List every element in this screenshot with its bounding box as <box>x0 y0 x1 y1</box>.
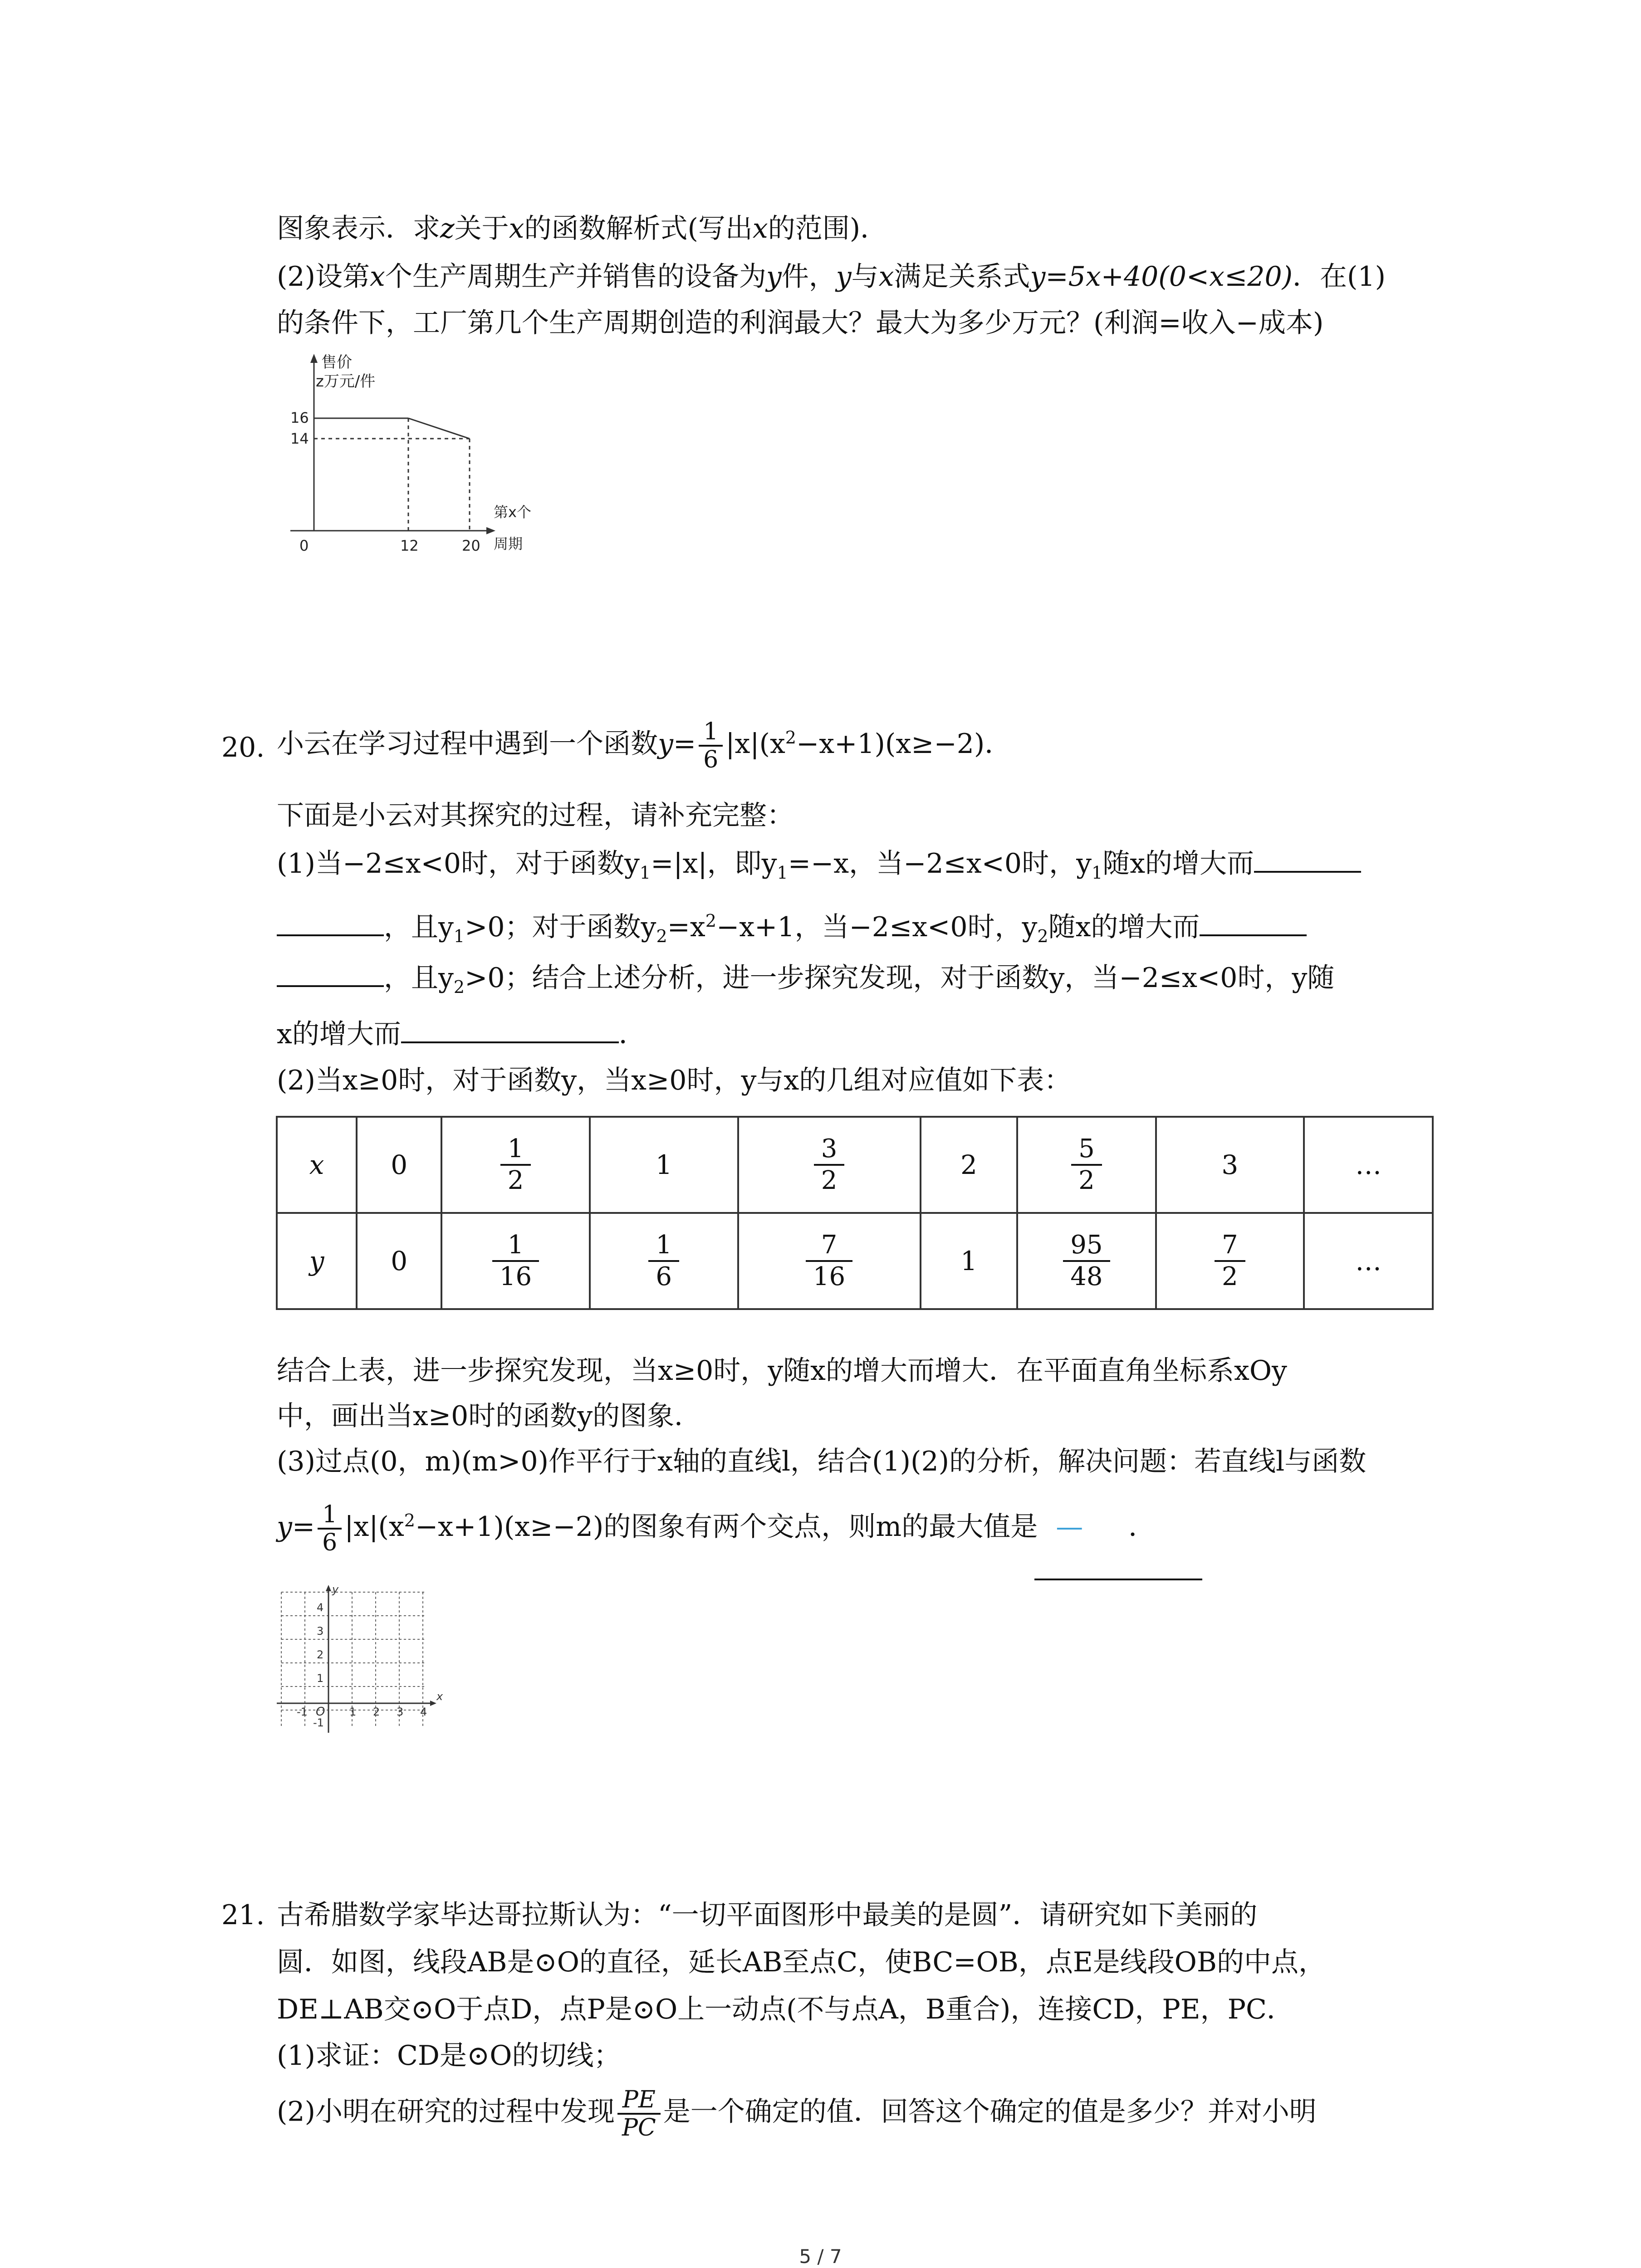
numerator: 95 <box>1063 1230 1110 1262</box>
coordinate-grid-figure <box>272 1583 454 1737</box>
q21-line-3: DE⊥AB交⊙O于点D，点P是⊙O上一动点(不与点A，B重合)，连接CD，PE，PC． <box>277 1994 1294 2025</box>
table-row-y <box>277 1213 1433 1309</box>
subscript: 2 <box>453 977 465 997</box>
superscript: 2 <box>785 728 796 748</box>
numerator: 7 <box>806 1230 852 1262</box>
text: −x+1)(x≥−2)． <box>796 728 1012 760</box>
denominator: 16 <box>813 1262 846 1291</box>
table-cell <box>738 1117 921 1213</box>
x-tick-0: 0 <box>299 537 309 554</box>
table-cell: 0 <box>357 1117 441 1213</box>
text: =−x，当−2≤x<0时，y <box>788 848 1092 880</box>
x-tick-3: 3 <box>397 1706 404 1718</box>
superscript: 2 <box>705 911 716 931</box>
q20-line-4 <box>277 902 1307 955</box>
denominator: 2 <box>1078 1166 1095 1195</box>
fraction-one-sixth <box>318 1501 342 1556</box>
var-z: z <box>440 213 455 244</box>
price-segment-decline <box>408 418 470 439</box>
denominator: 2 <box>821 1166 838 1195</box>
fraction <box>492 1230 539 1292</box>
question-number-20: 20. <box>221 732 265 763</box>
text: −x+1)(x≥−2)的图象有两个交点，则m的最大值是 <box>415 1511 1038 1543</box>
x-tick-4: 4 <box>420 1706 427 1718</box>
text: 个生产周期生产并销售的设备为 <box>385 261 766 293</box>
fraction <box>648 1230 679 1292</box>
superscript: 2 <box>404 1510 415 1530</box>
x-tick-minus-1: -1 <box>297 1706 308 1718</box>
y-tick-2: 2 <box>317 1648 324 1661</box>
subscript: 1 <box>1092 863 1103 883</box>
y-tick-minus-1: -1 <box>313 1716 324 1729</box>
table-cell: 0 <box>357 1213 441 1309</box>
text: ．在(1) <box>1293 261 1386 293</box>
row-label <box>277 1213 357 1309</box>
x-tick-1: 1 <box>349 1706 357 1718</box>
q20-line-1 <box>277 719 1012 773</box>
x-tick-20: 20 <box>462 537 480 554</box>
table-row-x <box>277 1117 1433 1213</box>
subscript: 2 <box>656 926 667 946</box>
text: 随x的增大而 <box>1102 848 1254 880</box>
y-axis-arrow-icon <box>326 1585 331 1591</box>
denominator: 6 <box>322 1529 338 1557</box>
numerator: 5 <box>1071 1134 1102 1166</box>
formula: y= <box>277 1511 315 1543</box>
text: ，且y <box>384 962 454 994</box>
table-cell <box>441 1213 590 1309</box>
answer-blank-2b[interactable] <box>277 962 384 987</box>
text: x的增大而 <box>277 1018 401 1050</box>
x-axis-label: x <box>436 1690 443 1703</box>
denominator: 6 <box>703 746 719 774</box>
q20-line-3 <box>277 845 1361 892</box>
text: 满足关系式 <box>894 261 1030 293</box>
table-cell: … <box>1304 1117 1433 1213</box>
fraction-pe-pc <box>617 2087 661 2141</box>
text: ． <box>1128 1511 1156 1543</box>
x-axis-arrow-icon <box>430 1701 436 1706</box>
var-y: y <box>836 261 852 293</box>
y-tick-3: 3 <box>317 1625 324 1637</box>
denominator: 16 <box>499 1262 532 1291</box>
x-tick-2: 2 <box>373 1706 380 1718</box>
var-y: y <box>766 261 782 293</box>
q21-line-4: (1)求证：CD是⊙O的切线； <box>277 2040 621 2072</box>
y-axis-label-2: z万元/件 <box>316 372 376 391</box>
q19-line-1 <box>277 210 887 248</box>
text: (2)小明在研究的过程中发现 <box>277 2096 615 2128</box>
answer-blank-1a[interactable] <box>1254 847 1361 873</box>
text: 件， <box>781 261 836 293</box>
q19-line-3: 的条件下，工厂第几个生产周期创造的利润最大？最大为多少万元？(利润=收入−成本) <box>277 307 1324 339</box>
q20-line-8: 结合上表，进一步探究发现，当x≥0时，y随x的增大而增大．在平面直角坐标系xOy <box>277 1355 1287 1387</box>
q21-line-5 <box>277 2087 1317 2141</box>
text: >0；对于函数y <box>465 911 656 943</box>
fraction-one-sixth <box>699 719 723 773</box>
fraction <box>1215 1230 1245 1292</box>
fraction <box>1071 1134 1102 1196</box>
numerator: 1 <box>648 1230 679 1262</box>
formula: y= <box>658 728 696 760</box>
q20-line-10: (3)过点(0，m)(m>0)作平行于x轴的直线l，结合(1)(2)的分析，解决问题：若直线l与函数 <box>277 1446 1367 1477</box>
answer-blank-3[interactable] <box>401 1018 619 1043</box>
fraction <box>814 1134 845 1196</box>
price-chart-figure <box>272 349 590 567</box>
fraction <box>500 1134 531 1196</box>
text: ，且y <box>384 911 454 943</box>
y-tick-1: 1 <box>317 1672 324 1685</box>
text: 与 <box>851 261 879 293</box>
value-table <box>276 1116 1434 1310</box>
q20-line-5 <box>277 959 1334 1006</box>
var-x: x <box>878 261 894 293</box>
question-number-21: 21. <box>221 1899 265 1931</box>
x-tick-12: 12 <box>400 537 419 554</box>
x-axis-label-1: 第x个 <box>494 503 531 521</box>
table-cell <box>590 1213 738 1309</box>
var-x: x <box>370 261 385 293</box>
x-axis-arrow-icon <box>486 527 495 534</box>
denominator: 2 <box>507 1166 524 1195</box>
q20-line-2: 下面是小云对其探究的过程，请补充完整： <box>277 800 794 831</box>
row-label <box>277 1117 357 1213</box>
numerator: 1 <box>492 1230 539 1262</box>
denominator: 48 <box>1070 1262 1103 1291</box>
x-axis-label-2: 周期 <box>494 535 523 552</box>
table-cell <box>1017 1213 1156 1309</box>
text: |x|(x <box>725 728 785 760</box>
fraction <box>806 1230 852 1292</box>
page-number: 5 / 7 <box>799 2245 842 2268</box>
formula: y=5x+40(0<x≤20) <box>1030 261 1293 293</box>
text: (2)设第 <box>277 261 370 293</box>
origin-label: O <box>316 1705 325 1719</box>
table-cell <box>738 1213 921 1309</box>
var-y: y <box>309 1246 324 1276</box>
text: 关于 <box>454 213 509 244</box>
subscript: 1 <box>639 863 651 883</box>
answer-blank-2a[interactable] <box>1200 911 1307 936</box>
var-x: x <box>309 1149 324 1180</box>
var-x: x <box>752 213 768 244</box>
text: 的函数解析式(写出 <box>524 213 753 244</box>
table-cell: 2 <box>921 1117 1018 1213</box>
text: 的范围)． <box>768 213 888 244</box>
text: −x+1，当−2≤x<0时，y <box>716 911 1038 943</box>
numerator: 3 <box>814 1134 845 1166</box>
y-axis-label-1: 售价 <box>321 353 352 371</box>
text: ． <box>618 1018 646 1050</box>
text: 小云在学习过程中遇到一个函数 <box>277 728 658 760</box>
numerator: PE <box>617 2087 661 2115</box>
subscript: 1 <box>453 926 465 946</box>
table-cell <box>441 1117 590 1213</box>
denominator: PC <box>622 2114 656 2141</box>
numerator: 1 <box>500 1134 531 1166</box>
q21-line-1: 古希腊数学家毕达哥拉斯认为：“一切平面图形中最美的是圆”．请研究如下美丽的 <box>277 1899 1258 1931</box>
subscript: 1 <box>777 863 788 883</box>
table-cell: … <box>1304 1213 1433 1309</box>
numerator: 1 <box>699 719 723 747</box>
var-x: x <box>509 213 524 244</box>
fraction <box>1063 1230 1110 1292</box>
y-tick-14: 14 <box>290 430 309 447</box>
q19-line-2 <box>277 258 1386 296</box>
answer-blank-4[interactable] <box>1034 1579 1202 1580</box>
y-axis-arrow-icon <box>310 354 318 363</box>
q20-line-7: (2)当x≥0时，对于函数y，当x≥0时，y与x的几组对应值如下表： <box>277 1065 1072 1096</box>
q20-line-6 <box>277 1015 646 1053</box>
text: 图象表示．求 <box>277 213 440 244</box>
table-cell: 1 <box>921 1213 1018 1309</box>
numerator: 7 <box>1215 1230 1245 1262</box>
denominator: 6 <box>656 1262 672 1291</box>
text: =|x|，即y <box>651 848 777 880</box>
q21-line-2: 圆．如图，线段AB是⊙O的直径，延长AB至点C，使BC=OB，点E是线段OB的中点， <box>277 1946 1326 1978</box>
table-cell: 1 <box>590 1117 738 1213</box>
text: |x|(x <box>344 1511 404 1543</box>
y-tick-16: 16 <box>290 409 309 426</box>
y-tick-4: 4 <box>317 1601 324 1614</box>
text: >0；结合上述分析，进一步探究发现，对于函数y，当−2≤x<0时，y随 <box>465 962 1335 994</box>
subscript: 2 <box>1037 926 1048 946</box>
table-cell <box>1156 1213 1304 1309</box>
numerator: 1 <box>318 1501 342 1530</box>
y-axis-label: y <box>332 1583 339 1596</box>
q20-line-9: 中，画出当x≥0时的函数y的图象． <box>277 1400 702 1432</box>
answer-dash: — <box>1056 1511 1083 1543</box>
text: 随x的增大而 <box>1048 911 1200 943</box>
table-cell <box>1017 1117 1156 1213</box>
text: (1)当−2≤x<0时，对于函数y <box>277 848 640 880</box>
answer-blank-1b[interactable] <box>277 911 384 936</box>
text: 是一个确定的值．回答这个确定的值是多少？并对小明 <box>663 2096 1317 2128</box>
text: =x <box>667 911 705 943</box>
denominator: 2 <box>1222 1262 1238 1291</box>
table-cell: 3 <box>1156 1117 1304 1213</box>
q20-line-11 <box>277 1501 1156 1556</box>
